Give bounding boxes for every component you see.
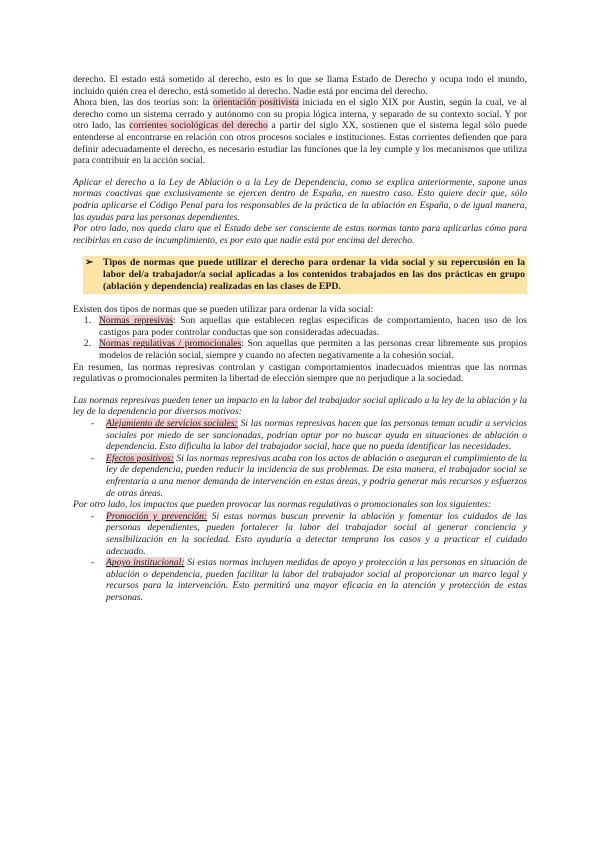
list-item-text	[99, 315, 527, 338]
term-repressive: Normas represivas	[99, 315, 173, 327]
highlight-positivist: orientación positivista	[212, 97, 299, 109]
list-item	[73, 338, 527, 361]
list-item-text	[99, 338, 527, 361]
paragraph-summary: En resumen, las normas represivas controlan y castigan comportamientos inadecuados mientras que las normas regulativas o promocionales permiten la libertad de elección siempre que no perjudique a la sociedad.	[73, 361, 527, 385]
list-number: 2.	[83, 338, 91, 350]
list-item	[73, 557, 527, 603]
promotional-impacts-list	[73, 511, 527, 604]
term-description: : Son aquellas que permiten a las personas crear libremente sus propios modelos de relación social, siempre y cuando no afecten negativamente a la cohesión social.	[99, 338, 527, 362]
term-description: : Son aquellas que establecen reglas específicas de comportamiento, hacen uso de los castigos para poder controlar conductas que son consideradas adecuadas.	[99, 315, 527, 338]
spacer	[73, 294, 527, 304]
section-heading	[83, 256, 527, 293]
term-apoyo: Apoyo institucional:	[106, 557, 185, 569]
text-run: Ahora bien, las dos teorías son: la	[73, 97, 213, 109]
dash-bullet: -	[90, 557, 95, 569]
page-content	[73, 74, 527, 604]
list-number: 1.	[83, 315, 91, 327]
term-efectos: Efectos positivos:	[106, 452, 174, 464]
dash-bullet: -	[90, 452, 95, 464]
term-description: Si las normas represivas hacen que las personas teman acudir a servicios sociales por miedo de ser sancionadas, podrían optar por no buscar ayuda en situaciones de ablación o dependencia. Esto dificulta la labor del trabajador social, hace que no pueda identificar las necesidades.	[106, 418, 527, 453]
text-run: a partir del siglo XX, sostienen que el sistema legal sólo puede entenderse al encontrarse en relación con otros procesos sociales e instituciones. Estas corrientes defienden que para definir adecuadamente el derecho, es necesario estudiar las funciones que la ley cumple y los mecanismos que utiliza para contribuir en la acción social.	[73, 120, 528, 167]
list-item	[73, 315, 527, 338]
paragraph-apply-law: Aplicar el derecho a la Ley de Ablación o a la Ley de Dependencia, como se explica anteriormente, supone unas normas coactivas que exclusivamente se ejercen dentro de España, en nuestro caso. Esto quiere decir que, sólo podría aplicarse el Código Penal para los responsables de la práctica de la ablación en España, o de igual manera, las ayudas para las personas dependientes.	[73, 176, 527, 223]
repressive-impacts-list	[73, 418, 527, 499]
list-item	[73, 453, 527, 499]
paragraph-state-aware: Por otro lado, nos queda claro que el Estado debe ser consciente de estas normas tanto para aplicarlas cómo para recibirlas en caso de incumplimiento, es por esto que nadie está por encima del derecho.	[73, 223, 527, 246]
dash-bullet: -	[90, 510, 95, 522]
term-promocion: Promoción y prevención:	[106, 510, 208, 522]
dash-bullet: -	[90, 418, 95, 430]
paragraph-two-theories	[73, 97, 527, 167]
list-item-text	[106, 453, 527, 499]
highlight-sociological: corrientes sociológicas del derecho	[129, 120, 268, 132]
section-heading-text: Tipos de normas que puede utilizar el derecho para ordenar la vida social y su repercusión en la labor del/a trabajador/a social aplicadas a los contenidos trabajados en las dos prácticas en grupo (ablación y dependencia) realizadas en las clases de EPD.	[103, 257, 525, 292]
spacer	[73, 385, 527, 395]
list-item-text	[106, 511, 527, 557]
paragraph-types-intro: Existen dos tipos de normas que se pueden utilizar para ordenar la vida social:	[73, 303, 374, 315]
arrow-bullet-icon: ➢	[85, 257, 94, 269]
term-description: Si estas normas buscan prevenir la ablación y fomentar los cuidados de las personas dependientes, pueden fortalecer la labor del trabajador social al generar conciencia y sensibilización en la sociedad. Esto ayudaría a detectar temprano los casos y a practicar el cuidado adecuado.	[106, 510, 527, 557]
term-description: Si las normas represivas acaba con los actos de ablación o aseguran el cumplimiento de la ley de dependencia, pueden reducir la incidencia de sus problemas. De esta manera, el trabajador social se enfrentaría a una menor demanda de intervención en estas áreas, y podría generar más recursos y esfuerzos de otras áreas.	[106, 452, 527, 499]
paragraph-rule-of-law: derecho. El estado está sometido al derecho, esto es lo que se llama Estado de Derecho y ocupa todo el mundo, incluido quién crea el derecho, está sometido al derecho. Nadie está por encima del derecho.	[73, 74, 527, 97]
spacer	[73, 246, 527, 256]
term-description: Si estas normas incluyen medidas de apoyo y protección a las personas en situación de ablación o dependencia, pueden facilitar la labor del trabajador social al proporcionar un marco legal y recursos para la intervención. Esto permitirá una mayor eficacia en la atención y protección de estas personas.	[106, 557, 527, 603]
list-item	[73, 418, 527, 453]
term-regulative: Normas regulativas / promocionales	[99, 338, 242, 350]
term-alejamiento: Alejamiento de servicios sociales:	[106, 418, 238, 430]
list-item-text	[106, 418, 527, 453]
list-item-text	[106, 557, 527, 603]
paragraph-promotional-impact: Por otro lado, los impactos que pueden provocar las normas regulativas o promocionales son los siguientes:	[73, 499, 492, 511]
spacer	[73, 167, 527, 177]
norm-types-list	[73, 315, 527, 361]
list-item	[73, 511, 527, 557]
paragraph-repressive-impact: Las normas represivas pueden tener un impacto en la labor del trabajador social aplicado a la ley de la ablación y la ley de la dependencia por diversos motivos:	[73, 394, 527, 418]
text-run: iniciada en el siglo XIX por Austin, según la cual, ve al derecho como un sistema cerrado y autónomo con su propia lógica interna, y separado de su contexto social. Y por otro lado, las	[73, 97, 527, 132]
